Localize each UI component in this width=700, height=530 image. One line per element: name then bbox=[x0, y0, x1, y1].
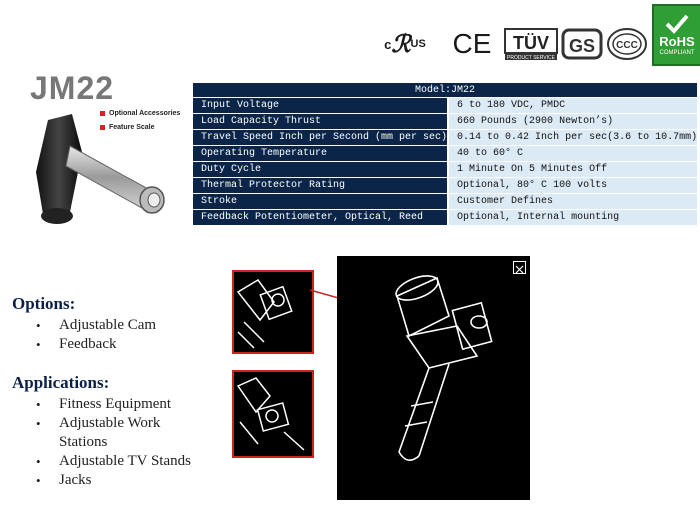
product-name: JM22 bbox=[30, 70, 115, 106]
table-row: Input Voltage 6 to 180 VDC, PMDC bbox=[193, 98, 697, 114]
table-row: Travel Speed Inch per Second (mm per sec) 0.14 to 0.42 Inch per sec(3.6 to 10.7mm) bbox=[193, 130, 697, 146]
table-row: Thermal Protector Rating Optional, 80° C 100 volts bbox=[193, 178, 697, 194]
list-item: • Adjustable TV Stands bbox=[59, 452, 209, 471]
table-row: Load Capacity Thrust 660 Pounds (2900 Newton’s) bbox=[193, 114, 697, 130]
legend-item: Feature Scale bbox=[100, 124, 180, 131]
legend-item: Optional Accessories bbox=[100, 110, 180, 117]
table-row: Operating Temperature 40 to 60° C bbox=[193, 146, 697, 162]
ce-logo: CE bbox=[452, 28, 492, 59]
close-icon[interactable] bbox=[513, 261, 526, 274]
list-item: • Jacks bbox=[59, 471, 209, 490]
svg-text:GS: GS bbox=[568, 36, 596, 56]
table-header: Model:JM22 bbox=[193, 83, 697, 98]
svg-text:PRODUCT SERVICE: PRODUCT SERVICE bbox=[507, 55, 555, 61]
list-item: • Feedback bbox=[59, 335, 156, 354]
list-item: • Adjustable Cam bbox=[59, 316, 156, 335]
rohs-logo: RoHS COMPLIANT bbox=[652, 4, 700, 66]
actuator-line-drawing bbox=[337, 256, 530, 500]
list-item: • Fitness Equipment bbox=[59, 395, 209, 414]
svg-text:TÜV: TÜV bbox=[513, 33, 549, 53]
options-heading: Options: bbox=[12, 294, 76, 313]
table-row: Stroke Customer Defines bbox=[193, 194, 697, 210]
table-row: Duty Cycle 1 Minute On 5 Minutes Off bbox=[193, 162, 697, 178]
svg-text:CCC: CCC bbox=[616, 40, 638, 51]
ul-listed-logo: c ℛ US bbox=[384, 30, 426, 58]
table-row: Feedback Potentiometer, Optical, Reed Optional, Internal mounting bbox=[193, 210, 697, 226]
list-item: • Adjustable Work Stations bbox=[59, 414, 209, 452]
applications-heading: Applications: bbox=[12, 373, 110, 392]
